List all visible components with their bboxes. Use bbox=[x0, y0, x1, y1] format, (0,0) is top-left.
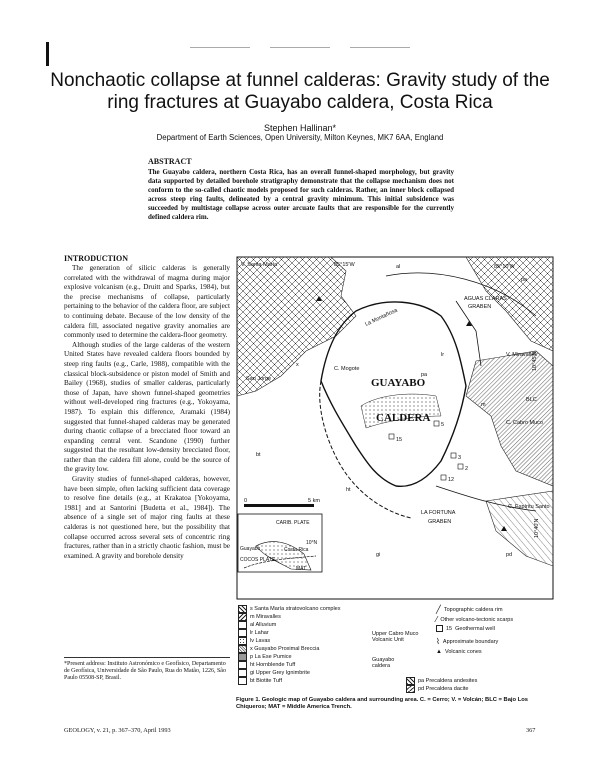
figure-caption: Figure 1. Geologic map of Guayabo caldera and surrounding area. C. = Cerro; V. = Volcán; BLC = Bajo Los Chiqueros; MAT = Middle America Trench. bbox=[236, 697, 529, 710]
label-well: 15 bbox=[396, 437, 403, 443]
label-mat: MAT bbox=[296, 566, 307, 572]
label-c-mogote: C. Mogote bbox=[334, 366, 360, 372]
label-blc: BLC bbox=[526, 397, 537, 403]
label-latitude: 10°40'N bbox=[534, 518, 540, 538]
label-graben: GRABEN bbox=[468, 304, 492, 310]
label-well: 5 bbox=[441, 422, 445, 428]
geologic-map bbox=[236, 256, 554, 602]
label-caldera: CALDERA bbox=[376, 412, 431, 424]
legend-symbol: ▲ Volcanic cones bbox=[436, 649, 482, 655]
label-scale-zero: 0 bbox=[244, 498, 248, 504]
label-costa-rica: Costa Rica bbox=[284, 547, 309, 553]
label-unit-lr: lr bbox=[441, 352, 445, 358]
label-c-cabro-muco: C. Cabro Muco bbox=[506, 420, 543, 426]
label-aguas-claras: AGUAS CLARAS bbox=[464, 296, 507, 302]
map-legend bbox=[236, 605, 554, 695]
label-al: al bbox=[396, 264, 401, 270]
label-carib-plate: CARIB. PLATE bbox=[276, 520, 310, 526]
legend-symbol: ⌇ Approximate boundary bbox=[436, 637, 499, 646]
label-graben: GRABEN bbox=[428, 519, 452, 525]
label-unit-gi: gi bbox=[376, 552, 381, 558]
abstract-heading: ABSTRACT bbox=[148, 157, 192, 166]
author: Stephen Hallinan* bbox=[263, 123, 337, 133]
affiliation: Department of Earth Sciences, Open University, Milton Keynes, MK7 6AA, England bbox=[156, 133, 444, 142]
legend-symbol: ⁄ Other volcano-tectonic scarps bbox=[436, 615, 514, 624]
label-la-fortuna: LA FORTUNA bbox=[421, 510, 456, 516]
legend-group-label: Upper Cabro Muco Volcanic Unit bbox=[372, 631, 419, 643]
label-well: 12 bbox=[448, 477, 455, 483]
label-well: 2 bbox=[465, 466, 469, 472]
label-la-montanosa: La Montañosa bbox=[364, 307, 399, 328]
label-scale: 5 km bbox=[308, 498, 320, 504]
label-cocos-plate: COCOS PLATE bbox=[240, 557, 276, 563]
page-number: 367 bbox=[526, 727, 536, 734]
label-unit-x: x bbox=[296, 362, 299, 368]
legend-item: bt Biotite Tuff bbox=[238, 677, 282, 685]
label-san-jorge: San Jorge bbox=[246, 376, 272, 382]
label-c-espiritu-santo: C. Espíritu Santo bbox=[508, 504, 550, 510]
footnote: *Present address: Instituto Astronómico e Geofísico, Departamento de Geofísica, Universidade de São Paulo, Rua do Matão, 1226, São Paulo 05508-SP, Brasil. bbox=[64, 657, 230, 683]
legend-item: x Guayabo Proximal Breccia bbox=[238, 645, 319, 653]
legend-item: ht Hornblende Tuff bbox=[238, 661, 295, 669]
legend-symbol: ╱ Topographic caldera rim bbox=[436, 605, 503, 614]
label-unit-bt: bt bbox=[256, 452, 261, 458]
intro-heading: INTRODUCTION bbox=[64, 254, 129, 263]
paper-title: Nonchaotic collapse at funnel calderas: Gravity study of the ring fractures at Guayabo caldera, Costa Rica bbox=[50, 70, 550, 113]
abstract-text: The Guayabo caldera, northern Costa Rica, has an overall funnel-shaped morphology, but gravity data supported by detailed borehole stratigraphy demonstrate that the collapse mechanism does not conform to the so-called chaotic models proposed for such calderas. Rather, an inner block collapsed across steep ring faults, delineated by a central gravity minimum. This initial subsidence was succeeded by multistage collapse across outer arcuate faults that are responsible for the currently defined caldera rim. bbox=[148, 168, 454, 221]
label-longitude: 85°10'W bbox=[494, 264, 515, 270]
label-inset-guayabo: Guayabo bbox=[240, 546, 261, 552]
margin-mark bbox=[46, 42, 49, 66]
legend-symbol: 15 Geothermal well bbox=[436, 625, 495, 632]
legend-item: gi Upper Grey Ignimbrite bbox=[238, 669, 310, 677]
label-unit-m: m bbox=[481, 402, 486, 408]
legend-item: pd Precaldera dacite bbox=[406, 685, 468, 693]
legend-item: s Santa María stratovolcano complex bbox=[238, 605, 341, 613]
legend-item: lr Lahar bbox=[238, 629, 269, 637]
label-longitude: 85°15'W bbox=[334, 262, 355, 268]
legend-item: p La Ese Pumice bbox=[238, 653, 292, 661]
label-unit-pd: pd bbox=[506, 552, 513, 558]
intro-paragraph: Although studies of the large calderas of the western United States have revealed caldera floors bounded by steep ring faults (e.g., Carle, 1988), compatible with the classical block-subsidence or piston model of Smith and Bailey (1968), studies of smaller calderas, particularly those of Japan, have shown funnel-shaped geometries without well-developed ring fractures (e.g., Yokoyama, 1987). To explain this difference, Aramaki (1984) suggested that funnel-shaped calderas may be generated during chaotic collapse of a brecciated floor toward an expanding central vent. Scandone (1990) further suggested that the resultant low-density brecciated floor, rather than the caldera fill alone, could be the source of the gravity low. bbox=[64, 340, 230, 474]
legend-item: al Alluvium bbox=[238, 621, 276, 629]
intro-paragraph: Gravity studies of funnel-shaped calderas, however, have been simple, often lacking sufficient data coverage to resolve fine details (e.g., at Krakatoa [Yokoyama, 1981] and at Santorini [Budetta et al., 1984]). The absence of a single set of major ring faults at these calderas is not questioned here, but the possibility that collapse occurred across several sets of concentric ring fractures, rather than in a strictly chaotic fashion, must be examined. A gravity and borehole density bbox=[64, 475, 230, 560]
label-v-miravalles: V. Miravalles bbox=[506, 352, 537, 358]
label-v-santa-maria: V. Santa María bbox=[241, 262, 278, 268]
label-unit-ht: ht bbox=[346, 487, 351, 493]
label-inset-latitude: 10°N bbox=[306, 540, 318, 546]
header-rule bbox=[270, 47, 330, 48]
label-unit-pa: pa bbox=[421, 372, 428, 378]
legend-item: m Miravalles bbox=[238, 613, 281, 621]
scale-bar bbox=[244, 504, 314, 507]
journal-citation: GEOLOGY, v. 21, p. 367–370, April 1993 bbox=[64, 727, 171, 734]
legend-group-label: Guayabo caldera bbox=[372, 657, 395, 669]
intro-column bbox=[64, 264, 230, 561]
label-guayabo: GUAYABO bbox=[371, 377, 426, 389]
label-latitude: 10°45'N bbox=[532, 351, 538, 371]
intro-paragraph: The generation of silicic calderas is generally correlated with the withdrawal of magma during major explosive volcanism (e.g., Druitt and Sparks, 1984), but the precise mechanisms of collapse, particularly pertaining to the behavior of the caldera floor, are subject to continuing debate. Because of the low density of the caldera fill, associated negative gravity anomalies are commonly used to determine the caldera-floor geometry. bbox=[64, 264, 230, 340]
header-rule bbox=[350, 47, 410, 48]
header-rule bbox=[190, 47, 250, 48]
label-pa: pa bbox=[521, 277, 528, 283]
legend-item: pa Precaldera andesites bbox=[406, 677, 477, 685]
legend-item: lv Lavas bbox=[238, 637, 270, 645]
label-well: 3 bbox=[458, 455, 462, 461]
